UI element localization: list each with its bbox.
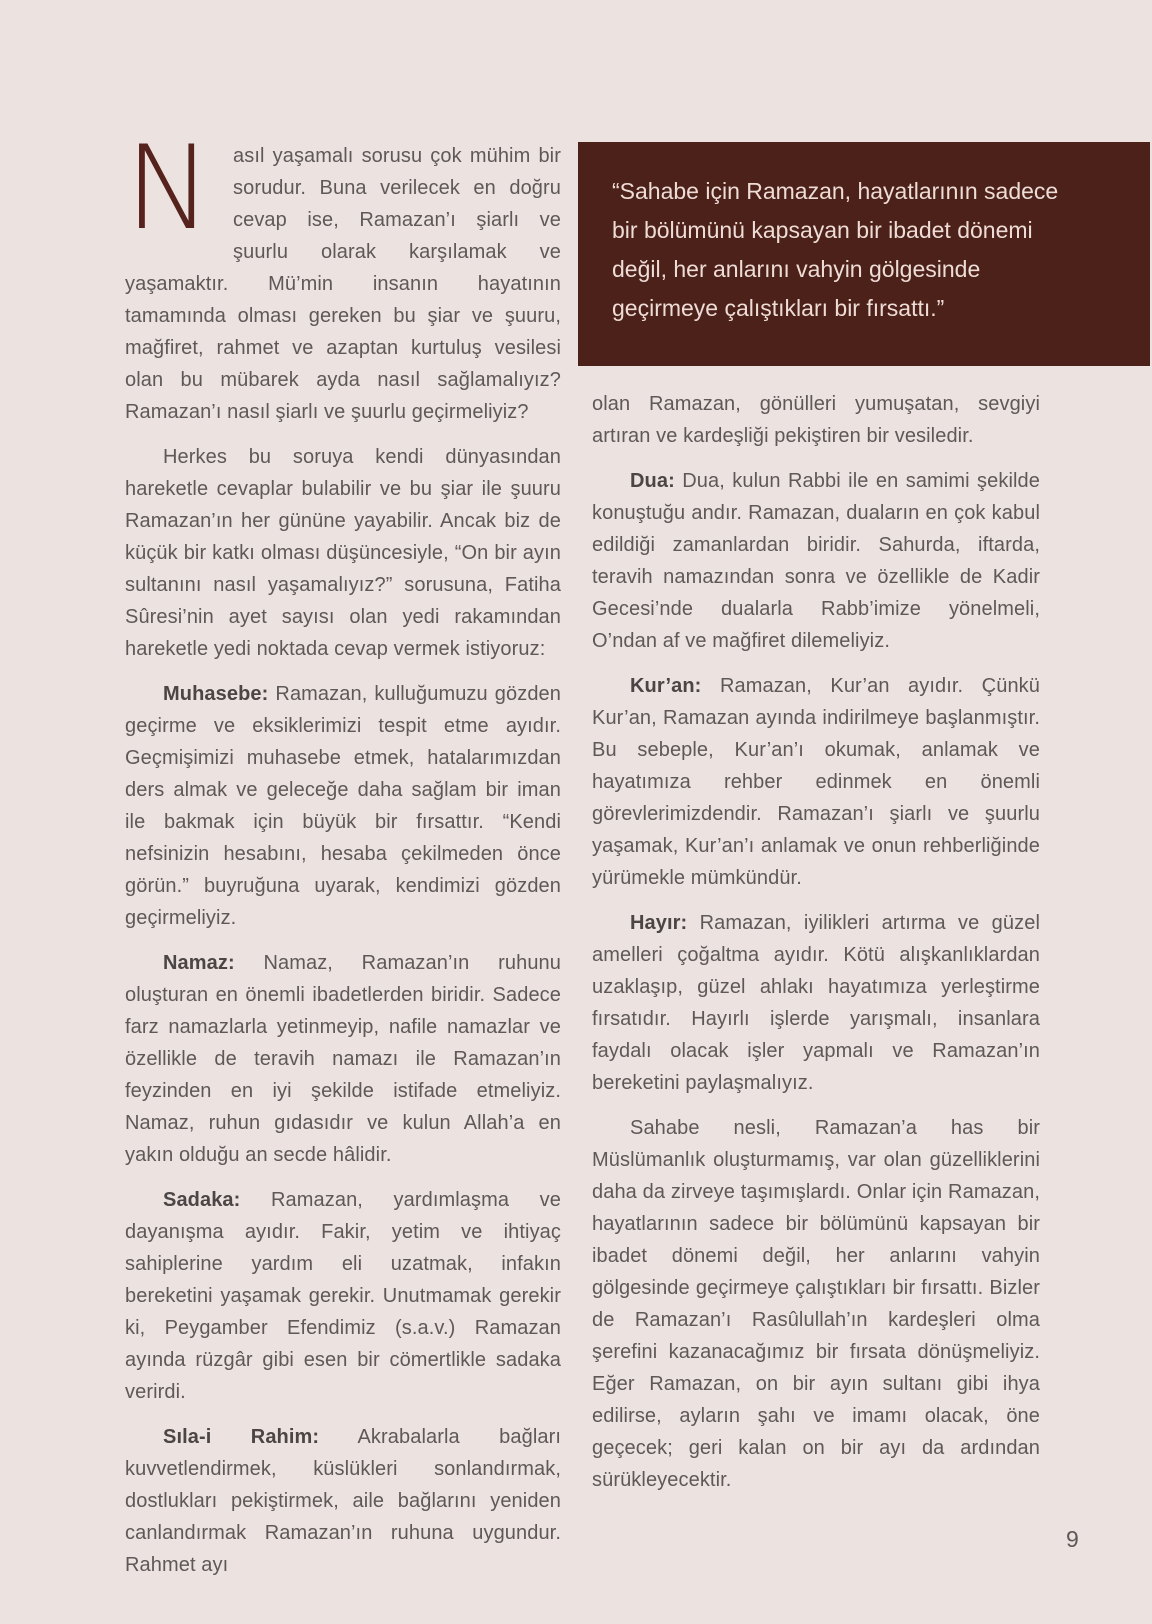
paragraph-herkes: Herkes bu soruya kendi dünyasından hareketle cevaplar bulabilir ve bu şiar ile şuuru Ramazan’ın her gününe yayabilir. Ancak biz de küçük bir katkı olması düşüncesiyle, “On bir ayın sultanını nasıl yaşamalıyız?” sorusuna, Fatiha Sûresi’nin ayet sayısı olan yedi rakamından hareketle yedi noktada cevap vermek istiyoruz: — [125, 446, 561, 660]
paragraph-lead: Muhasebe: — [163, 683, 269, 705]
paragraph-text: Dua, kulun Rabbi ile en samimi şekilde konuştuğu andır. Ramazan, duaların en çok kabul edildiği zamanlardan biridir. Sahurda, iftarda, teravih namazından sonra ve özellikle de Kadir Gecesi’nde dualarla Rabb’imize yönelmeli, O’ndan af ve mağfiret dilemeliyiz. — [592, 470, 1040, 652]
right-column — [592, 388, 1040, 1509]
pull-quote-text: “Sahabe için Ramazan, hayatlarının sadece bir bölümünü kapsayan bir ibadet dönemi değil, her anlarını vahyin gölgesinde geçirmeye çalıştıkları bir fırsattı.” — [612, 178, 1059, 321]
pull-quote-box — [578, 142, 1150, 366]
paragraph-text: Ramazan, iyilikleri artırma ve güzel amelleri çoğaltma ayıdır. Kötü alışkanlıklardan uzaklaşıp, güzel ahlakı hayatımıza yerleştirme fırsatıdır. Hayırlı işlerde yarışmalı, insanlara faydalı olacak işler yapmalı ve Ramazan’ın bereketini paylaşmalıyız. — [592, 912, 1040, 1094]
paragraph-continuation: olan Ramazan, gönülleri yumuşatan, sevgiyi artıran ve kardeşliği pekiştiren bir vesiledir. — [592, 393, 1040, 447]
paragraph-text: asıl yaşamalı sorusu çok mühim bir sorudur. Buna verilecek en doğru cevap ise, Ramazan’ı şiarlı ve şuurlu olarak karşılamak ve yaşamaktır. Mü’min insanın hayatının tamamında olması gereken bu şiar ve şuuru, mağfiret, rahmet ve azaptan kurtuluş vesilesi olan bu mübarek ayda nasıl sağlamalıyız? Ramazan’ı nasıl şiarlı ve şuurlu geçirmeliyiz? — [125, 145, 561, 423]
page-number: 9 — [1066, 1526, 1079, 1552]
paragraph-text: Namaz, Ramazan’ın ruhunu oluşturan en önemli ibadetlerden biridir. Sadece farz namazlarla yetinmeyip, nafile namazlar ve özellikle de teravih namazı ile Ramazan’ın feyzinden en iyi şekilde istifade etmeliyiz. Namaz, ruhun gıdasıdır ve kulun Allah’a en yakın olduğu an secde hâlidir. — [125, 952, 561, 1166]
paragraph-hayir — [592, 907, 1040, 1099]
paragraph-kuran — [592, 670, 1040, 894]
paragraph-sahabe: Sahabe nesli, Ramazan’a has bir Müslümanlık oluşturmamış, var olan güzelliklerini daha da zirveye taşımışlardı. Onlar için Ramazan, hayatlarının sadece bir bölümünü kapsayan bir ibadet dönemi değil, her anlarını vahyin gölgesinde geçirmeye çalıştıkları bir fırsattı. Bizler de Ramazan’ı Rasûlullah’ın kardeşleri olma şerefini kazanacağımız bir fırsata dönüşmeliyiz. Eğer Ramazan, on bir ayın sultanı gibi ihya edilirse, ayların şahı ve imamı olacak, öne geçecek; geri kalan on bir ayı da ardından sürükleyecektir. — [592, 1117, 1040, 1491]
left-column — [125, 121, 562, 1594]
paragraph-text: Akrabalarla bağları kuvvetlendirmek, küslükleri sonlandırmak, dostlukları pekiştirmek, aile bağlarını yeniden canlandırmak Ramazan’ın ruhuna uygundur. Rahmet ayı — [125, 1426, 562, 1576]
paragraph-lead: Hayır: — [630, 912, 688, 934]
paragraph-lead: Namaz: — [163, 952, 235, 974]
paragraph-text: Ramazan, Kur’an ayıdır. Çünkü Kur’an, Ramazan ayında indirilmeye başlanmıştır. Bu sebeple, Kur’an’ı okumak, anlamak ve hayatımıza rehber edinmek en önemli görevlerimizdendir. Ramazan’ı şiarlı ve şuurlu yaşamak, Kur’an’ı anlamak ve onun rehberliğinde yürümekle mümkündür. — [592, 675, 1040, 889]
paragraph-text: Ramazan, yardımlaşma ve dayanışma ayıdır. Fakir, yetim ve ihtiyaç sahiplerine yardım eli uzatmak, infakın bereketini yaşamak gerekir. Unutmamak gerekir ki, Peygamber Efendimiz (s.a.v.) Ramazan ayında rüzgâr gibi esen bir cömertlikle sadaka verirdi. — [125, 1189, 561, 1403]
paragraph-lead: Sadaka: — [163, 1189, 241, 1211]
paragraph-lead: Dua: — [630, 470, 675, 492]
dropcap-letter: N — [125, 121, 212, 256]
paragraph-muhasebe — [125, 678, 561, 934]
paragraph-dua — [592, 465, 1040, 657]
paragraph-namaz — [125, 947, 561, 1171]
paragraph-opening — [125, 121, 561, 428]
paragraph-sadaka — [125, 1184, 561, 1408]
paragraph-lead: Sıla-i Rahim: — [163, 1426, 320, 1448]
paragraph-lead: Kur’an: — [630, 675, 702, 697]
paragraph-sila-i-rahim — [125, 1421, 561, 1581]
paragraph-text: Ramazan, kulluğumuzu gözden geçirme ve eksiklerimizi tespit etme ayıdır. Geçmişimizi muhasebe etmek, hatalarımızdan ders almak ve geleceğe daha sağlam bir iman ile bakmak için büyük bir fırsattır. “Kendi nefsinizin hesabını, hesaba çekilmeden önce görün.” buyruğuna uyarak, kendimizi gözden geçirmeliyiz. — [125, 683, 561, 929]
